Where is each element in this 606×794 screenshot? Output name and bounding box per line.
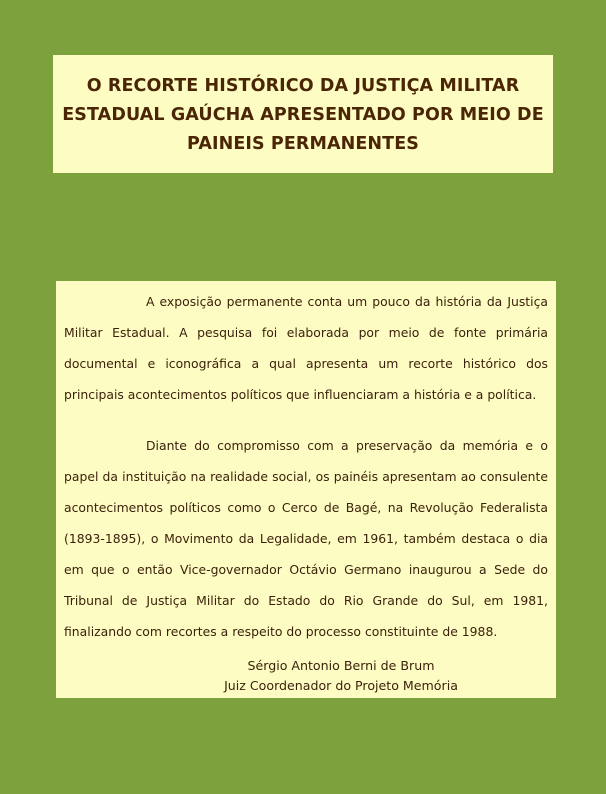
signature-name: Sérgio Antonio Berni de Brum <box>247 658 435 673</box>
title-line-1: O RECORTE HISTÓRICO DA JUSTIÇA MILITAR <box>86 76 520 96</box>
paragraph-2-text: Diante do compromisso com a preservação da memória e o papel da instituição na realidade social, os painéis apresentam ao consulente acontecimentos políticos como o Cerco de Bagé, na Revolução Federalista (1893-1895), o Movimento da Legalidade, em 1961, também destaca o dia em que o então Vice-governador Octávio Germano inaugurou a Sede do Tribunal de Justiça Militar do Estado do Rio Grande do Sul, em 1981, finalizando com recortes a respeito do processo constituinte de 1988. <box>64 438 548 639</box>
paragraph-gap <box>64 410 548 430</box>
paragraph-2 <box>64 430 548 647</box>
body-box <box>56 281 556 698</box>
paragraph-1-text: A exposição permanente conta um pouco da história da Justiça Militar Estadual. A pesquisa foi elaborada por meio de fonte primária documental e iconográfica a qual apresenta um recorte histórico dos principais acontecimentos políticos que influenciaram a história e a política. <box>64 294 548 402</box>
signature-role: Juiz Coordenador do Projeto Memória <box>224 678 458 693</box>
signature-block <box>64 656 548 696</box>
title-box <box>53 55 553 173</box>
title-line-3: PAINEIS PERMANENTES <box>187 134 419 154</box>
title-line-2: ESTADUAL GAÚCHA APRESENTADO POR MEIO DE <box>62 105 544 125</box>
paragraph-1 <box>64 286 548 410</box>
